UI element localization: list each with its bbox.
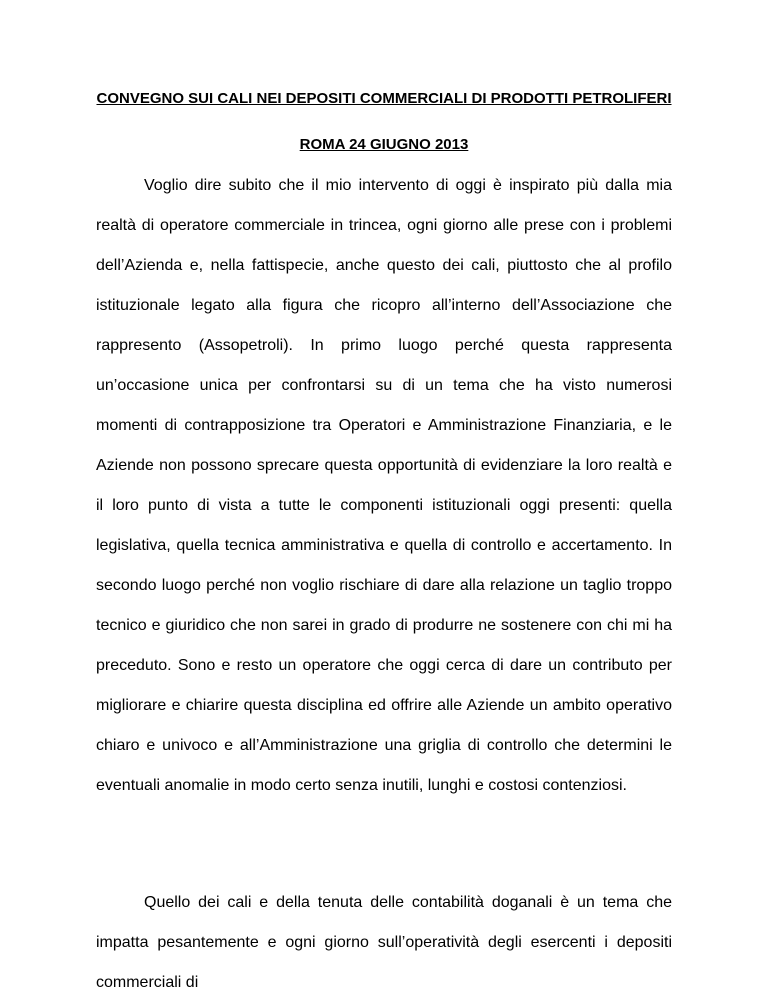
paragraph-container-1 xyxy=(96,166,672,806)
document-title: CONVEGNO SUI CALI NEI DEPOSITI COMMERCIALI DI PRODOTTI PETROLIFERI xyxy=(96,90,672,107)
document-subtitle: ROMA 24 GIUGNO 2013 xyxy=(299,136,469,153)
paragraph-container-2 xyxy=(96,883,672,1003)
paragraph-2: Quello dei cali e della tenuta delle contabilità doganali è un tema che impatta pesantemente e ogni giorno sull’operatività degli esercenti i depositi commerciali di xyxy=(96,894,672,991)
paragraph-1: Voglio dire subito che il mio intervento di oggi è inspirato più dalla mia realtà di operatore commerciale in trincea, ogni giorno alle prese con i problemi dell’Azienda e, nella fattispecie, anche questo dei cali, piuttosto che al profilo istituzionale legato alla figura che ricopro all’interno dell’Associazione che rappresento (Assopetroli). In primo luogo perché questa rappresenta un’occasione unica per confrontarsi su di un tema che ha visto numerosi momenti di contrapposizione tra Operatori e Amministrazione Finanziaria, e le Aziende non possono sprecare questa opportunità di evidenziare la loro realtà e il loro punto di vista a tutte le componenti istituzionali oggi presenti: quella legislativa, quella tecnica amministrativa e quella di controllo e accertamento. In secondo luogo perché non voglio rischiare di dare alla relazione un taglio troppo tecnico e giuridico che non sarei in grado di produrre ne sostenere con chi mi ha preceduto. Sono e resto un operatore che oggi cerca di dare un contributo per migliorare e chiarire questa disciplina ed offrire alle Aziende un ambito operativo chiaro e univoco e all’Amministrazione una griglia di controllo che determini le eventuali anomalie in modo certo senza inutili, lunghi e costosi contenziosi. xyxy=(96,177,672,794)
